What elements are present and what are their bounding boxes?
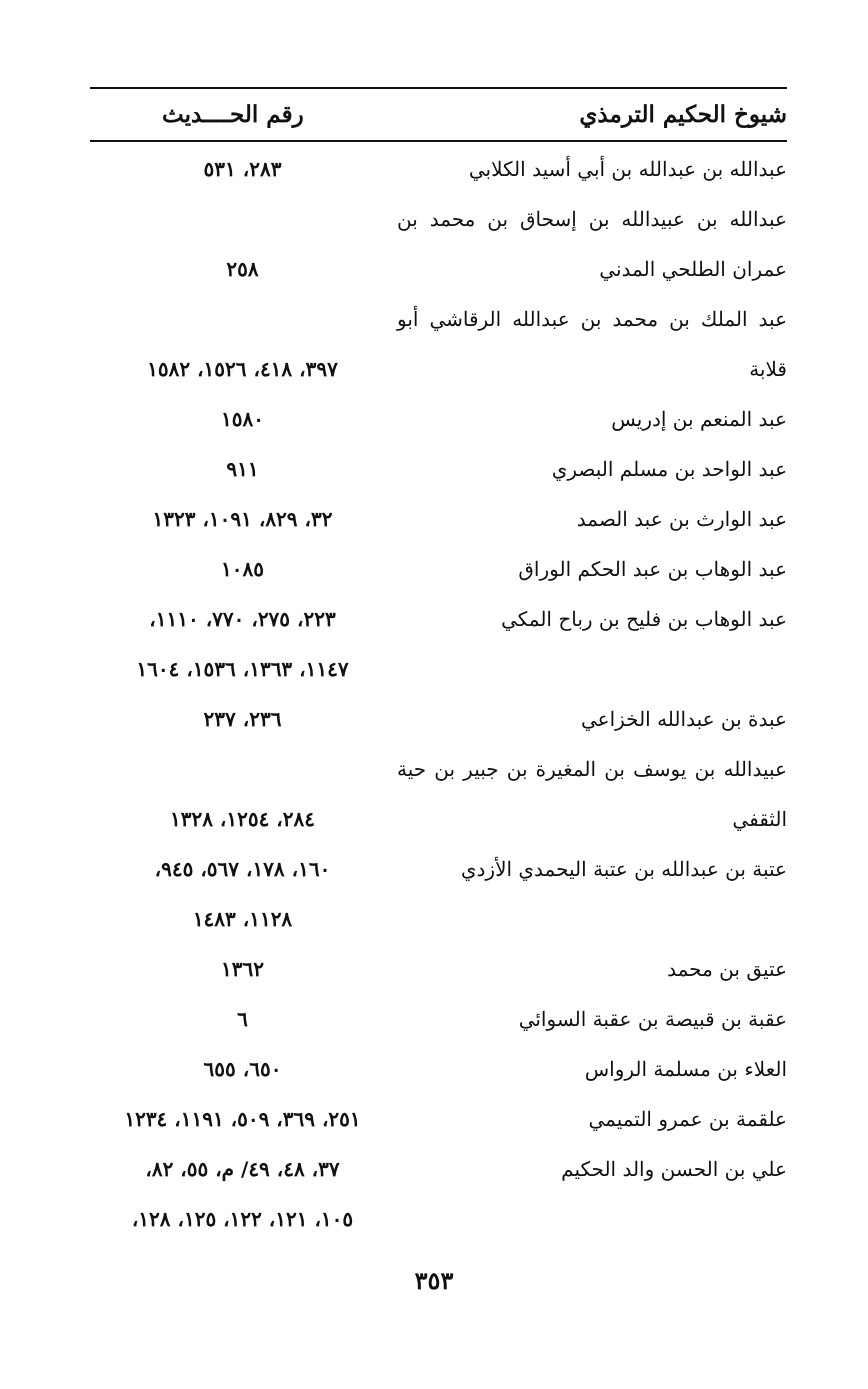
header-number-column: رقم الحــــديث	[162, 101, 304, 128]
narrator-name: قلابة	[749, 357, 787, 381]
hadith-numbers: ١٠٥، ١٢١، ١٢٢، ١٢٥، ١٢٨،	[131, 1207, 354, 1231]
hadith-numbers: ٢٥٨	[226, 257, 259, 281]
entry-row	[90, 795, 787, 845]
index-entry	[90, 1045, 787, 1095]
entry-row	[90, 695, 787, 745]
narrator-name: العلاء بن مسلمة الرواس	[584, 1057, 787, 1081]
narrator-name: الثقفي	[732, 807, 787, 831]
hadith-numbers: ٣٢، ٨٢٩، ١٠٩١، ١٣٢٣	[152, 507, 333, 531]
narrator-name: علقمة بن عمرو التميمي	[588, 1107, 787, 1131]
entry-row	[90, 445, 787, 495]
narrator-name: عبد المنعم بن إدريس	[611, 407, 787, 431]
entry-row	[90, 495, 787, 545]
hadith-numbers: ١٠٨٥	[221, 557, 264, 581]
narrator-name: عمران الطلحي المدني	[599, 257, 787, 281]
index-entry	[90, 845, 787, 945]
entry-row	[90, 345, 787, 395]
hadith-numbers: ١١٢٨، ١٤٨٣	[192, 907, 293, 931]
hadith-numbers: ٢٨٤، ١٢٥٤، ١٣٢٨	[169, 807, 315, 831]
index-entry	[90, 445, 787, 495]
entry-row	[90, 945, 787, 995]
narrator-name: عتيق بن محمد	[667, 957, 787, 981]
narrator-name: عبد الملك بن محمد بن عبدالله الرقاشي أبو	[397, 307, 787, 331]
narrator-name: عبد الوهاب بن فليح بن رباح المكي	[501, 607, 787, 631]
hadith-numbers: ٢٨٣، ٥٣١	[203, 157, 282, 181]
hadith-numbers: ١١٤٧، ١٣٦٣، ١٥٣٦، ١٦٠٤	[136, 657, 349, 681]
entry-row	[90, 645, 787, 695]
hadith-numbers: ٣٩٧، ٤١٨، ١٥٢٦، ١٥٨٢	[147, 357, 338, 381]
index-entry	[90, 145, 787, 195]
page-number: ٣٥٣	[414, 1266, 454, 1295]
index-entry	[90, 195, 787, 295]
header-top-rule	[90, 87, 787, 89]
entry-row	[90, 895, 787, 945]
entry-row	[90, 1195, 787, 1245]
narrator-name: عبيدالله بن يوسف بن المغيرة بن جبير بن حية	[397, 757, 787, 781]
index-entry	[90, 1145, 787, 1245]
hadith-numbers: ٢٥١، ٣٦٩، ٥٠٩، ١١٩١، ١٢٣٤	[124, 1107, 361, 1131]
narrator-name: عقبة بن قبيصة بن عقبة السوائي	[518, 1007, 787, 1031]
narrator-name: علي بن الحسن والد الحكيم	[561, 1157, 787, 1181]
index-entry	[90, 545, 787, 595]
index-entry	[90, 495, 787, 545]
index-entry	[90, 695, 787, 745]
index-entry	[90, 595, 787, 695]
hadith-numbers: ٩١١	[226, 457, 259, 481]
entry-row	[90, 845, 787, 895]
narrator-index-list	[90, 145, 787, 1245]
entry-row	[90, 295, 787, 345]
narrator-name: عبدالله بن عبيدالله بن إسحاق بن محمد بن	[397, 207, 787, 231]
entry-row	[90, 1045, 787, 1095]
entry-row	[90, 245, 787, 295]
entry-row	[90, 1145, 787, 1195]
narrator-name: عبد الوهاب بن عبد الحكم الوراق	[518, 557, 787, 581]
hadith-numbers: ١٣٦٢	[221, 957, 264, 981]
hadith-numbers: ٦	[237, 1007, 248, 1031]
index-entry	[90, 945, 787, 995]
entry-row	[90, 995, 787, 1045]
entry-row	[90, 395, 787, 445]
narrator-name: عبدة بن عبدالله الخزاعي	[580, 707, 787, 731]
narrator-name: عتبة بن عبدالله بن عتبة اليحمدي الأزدي	[460, 857, 787, 881]
entry-row	[90, 195, 787, 245]
header-name-column: شيوخ الحكيم الترمذي	[579, 101, 787, 128]
hadith-numbers: ٢٢٣، ٢٧٥، ٧٧٠، ١١١٠،	[149, 607, 336, 631]
entry-row	[90, 745, 787, 795]
index-entry	[90, 395, 787, 445]
narrator-name: عبدالله بن عبدالله بن أبي أسيد الكلابي	[468, 157, 787, 181]
index-entry	[90, 995, 787, 1045]
header-bottom-rule	[90, 140, 787, 142]
hadith-numbers: ٢٣٦، ٢٣٧	[203, 707, 282, 731]
entry-row	[90, 545, 787, 595]
narrator-name: عبد الواحد بن مسلم البصري	[551, 457, 787, 481]
entry-row	[90, 1095, 787, 1145]
narrator-name: عبد الوارث بن عبد الصمد	[576, 507, 787, 531]
index-entry	[90, 1095, 787, 1145]
index-entry	[90, 745, 787, 845]
entry-row	[90, 595, 787, 645]
entry-row	[90, 145, 787, 195]
hadith-numbers: ١٥٨٠	[221, 407, 264, 431]
hadith-numbers: ٦٥٠، ٦٥٥	[203, 1057, 282, 1081]
index-entry	[90, 295, 787, 395]
hadith-numbers: ٣٧، ٤٨، ٤٩/ م، ٥٥، ٨٢،	[145, 1157, 340, 1181]
hadith-numbers: ١٦٠، ١٧٨، ٥٦٧، ٩٤٥،	[154, 857, 331, 881]
